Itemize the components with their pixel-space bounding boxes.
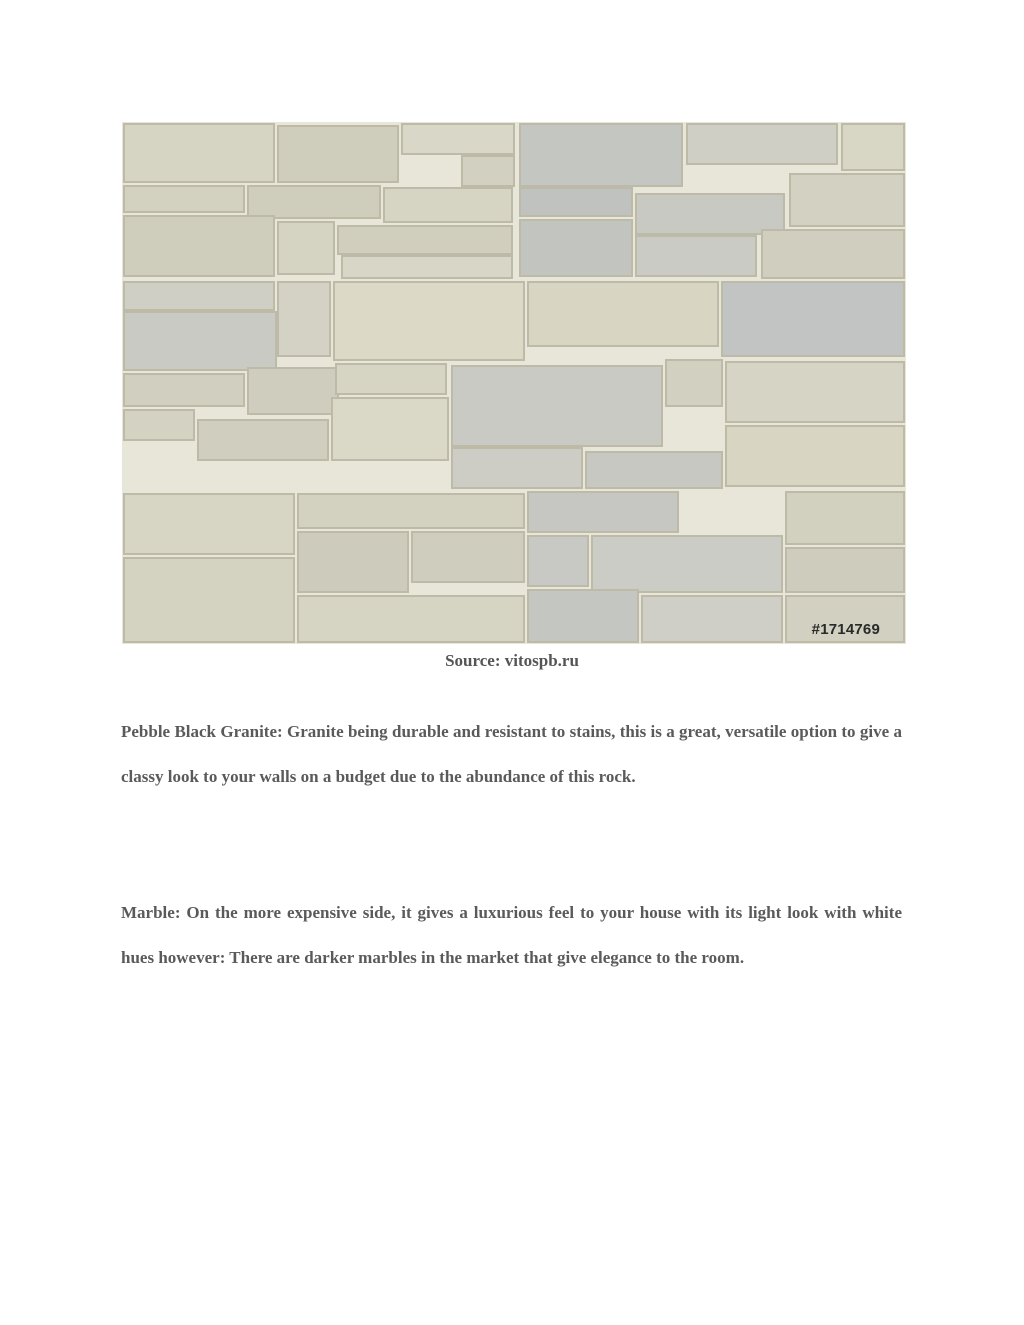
paragraph-granite: Pebble Black Granite: Granite being durable and resistant to stains, this is a great, versatile option to give a classy look to your walls on a budget due to the abundance of this rock. xyxy=(121,722,902,786)
paragraph-marble: Marble: On the more expensive side, it gives a luxurious feel to your house with its light look with white hues however: There are darker marbles in the market that give elegance to the room. xyxy=(121,903,902,967)
image-watermark: #1714769 xyxy=(811,621,880,638)
stone-wall-illustration xyxy=(122,122,906,644)
figure-caption: Source: vitospb.ru xyxy=(445,651,579,670)
stone-wall-image xyxy=(122,122,906,644)
